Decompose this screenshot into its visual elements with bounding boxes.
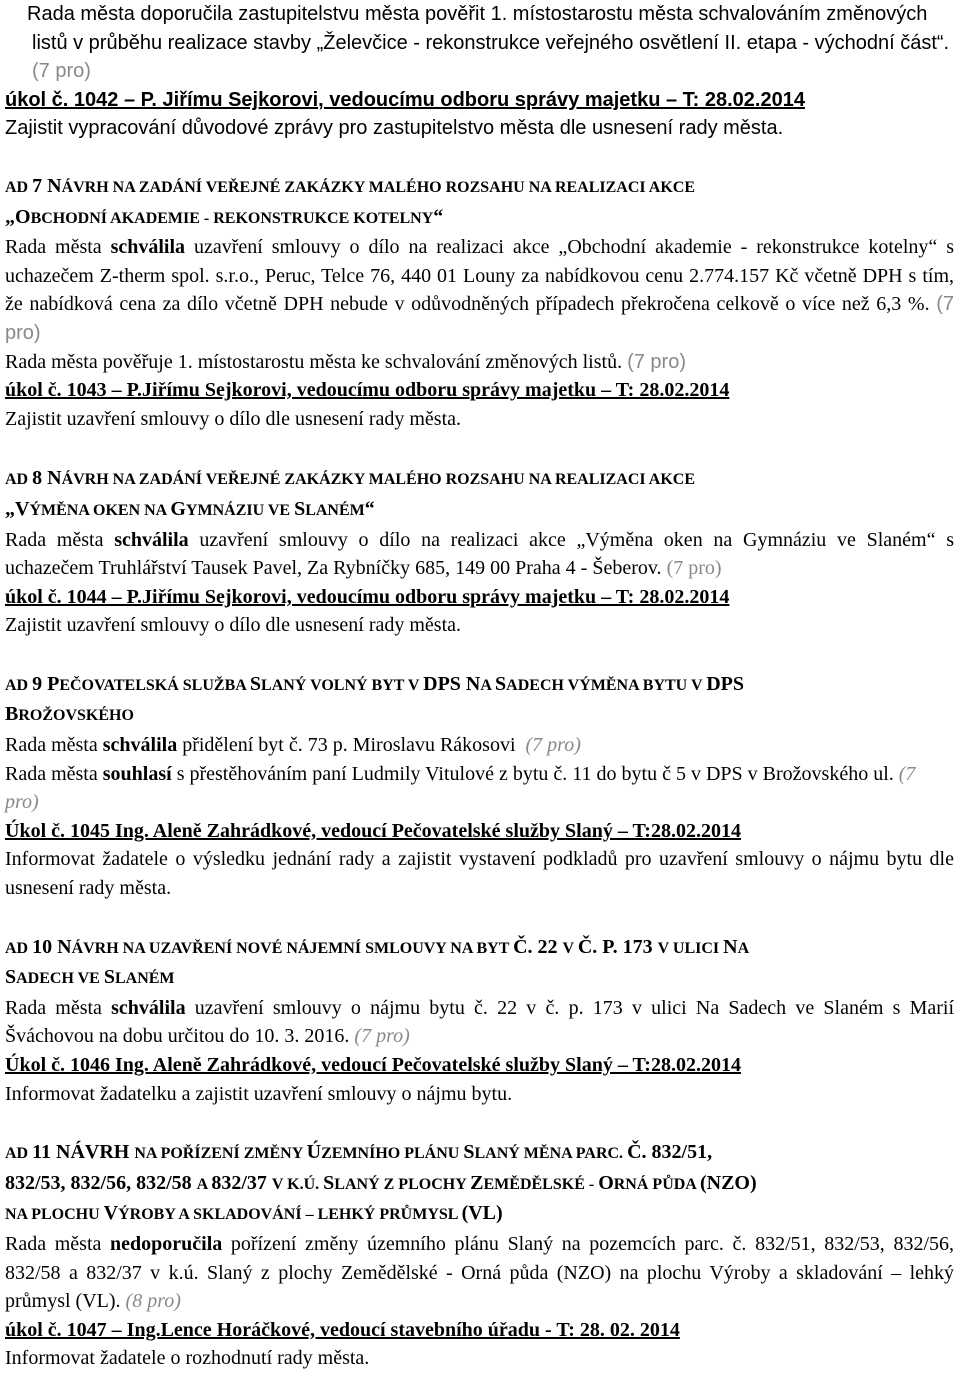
ad7-resolution: Rada města schválila uzavření smlouvy o dílo na realizaci akce „Obchodní akademie - rekonstrukce kotelny“ s uchazečem Z-therm spol. s.r.o., Peruc, Telce 76, 440 01 Louny za nabídkovou cenu 2.774.157 Kč včetně DPH s tím, že nabídková cena za dílo včetně DPH nebude v odůvodněných případech překročena celkově o více než 6,3 %. (7 pro)	[5, 236, 955, 344]
ad9-resolution-1: Rada města schválila přidělení byt č. 73 p. Miroslavu Rákosovi (7 pro)	[5, 734, 581, 757]
ad9-heading-line2: BROŽOVSKÉHO	[5, 703, 134, 726]
task-text: Informovat žadatelku a zajistit uzavření smlouvy o nájmu bytu.	[5, 1082, 513, 1105]
vote-count: (7 pro)	[627, 350, 686, 373]
task-line: úkol č. 1044 – P.Jiřímu Sejkorovi, vedoucímu odboru správy majetku – T: 28.02.2014	[5, 585, 730, 608]
task-text: Zajistit uzavření smlouvy o dílo dle usnesení rady města.	[5, 614, 462, 637]
item-text: Rada města doporučila zastupitelstvu města pověřit 1. místostarostu města schvalováním změnových listů v průběhu realizace stavby „Želevčice - rekonstrukce veřejného osvětlení II. etapa - východní část“.	[27, 3, 950, 54]
task-text: Informovat žadatele o rozhodnutí rady města.	[5, 1347, 370, 1370]
ad11-resolution: Rada města nedoporučila pořízení změny územního plánu Slaný na pozemcích parc. č. 832/51, 832/53, 832/56, 832/58 a 832/37 v k.ú. Slaný z plochy Zemědělské - Orná půda (NZO) na plochu Výroby a skladování – lehký průmysl (VL). (8 pro)	[5, 1232, 955, 1313]
item-number	[5, 0, 27, 29]
task-text: Informovat žadatele o výsledku jednání rady a zajistit vystavení podkladů pro uzavření smlouvy o nájmu bytu dle usnesení rady města.	[5, 848, 954, 900]
vote-count: (7 pro)	[525, 734, 581, 757]
ad11-heading: AD 11 NÁVRH NA POŘÍZENÍ ZMĚNY ÚZEMNÍHO PLÁNU SLANÝ MĚNA PARC. Č. 832/51,	[5, 1141, 713, 1164]
ad10-resolution: Rada města schválila uzavření smlouvy o nájmu bytu č. 22 v č. p. 173 v ulici Na Sadech ve Slaném s Marií Šváchovou na dobu určitou do 10. 3. 2016. (7 pro)	[5, 996, 955, 1048]
task-text: Zajistit vypracování důvodové zprávy pro zastupitelstvo města dle usnesení rady města.	[5, 117, 784, 140]
vote-count: (7 pro)	[666, 557, 722, 580]
ad9-heading: AD 9 PEČOVATELSKÁ SLUŽBA SLANÝ VOLNÝ BYT V DPS NA SADECH VÝMĚNA BYTU V DPS	[5, 672, 744, 695]
task-line: úkol č. 1043 – P.Jiřímu Sejkorovi, vedoucímu odboru správy majetku – T: 28.02.2014	[5, 379, 730, 402]
item-2	[5, 0, 954, 86]
vote-count: (8 pro)	[125, 1290, 181, 1313]
task-line: Úkol č. 1046 Ing. Aleně Zahrádkové, vedoucí Pečovatelské služby Slaný – T:28.02.2014	[5, 1054, 741, 1076]
ad7-heading: AD 7 NÁVRH NA ZADÁNÍ VEŘEJNÉ ZAKÁZKY MALÉHO ROZSAHU NA REALIZACI AKCE	[5, 174, 695, 197]
ad7-resolution-2: Rada města pověřuje 1. místostarostu města ke schvalování změnových listů. (7 pro)	[5, 350, 686, 373]
vote-count: (7 pro)	[5, 762, 916, 814]
task-line: úkol č. 1042 – P. Jiřímu Sejkorovi, vedoucímu odboru správy majetku – T: 28.02.2014	[5, 88, 805, 111]
ad11-heading-line2: 832/53, 832/56, 832/58 A 832/37 V K.Ú. SLANÝ Z PLOCHY ZEMĚDĚLSKÉ - ORNÁ PŮDA (NZO)	[5, 1171, 757, 1194]
ad10-heading: AD 10 NÁVRH NA UZAVŘENÍ NOVÉ NÁJEMNÍ SMLOUVY NA BYT Č. 22 V Č. P. 173 V ULICI NA	[5, 935, 750, 958]
vote-count: (7 pro)	[32, 60, 91, 83]
vote-count: (7 pro)	[354, 1025, 410, 1048]
task-line: Úkol č. 1045 Ing. Aleně Zahrádkové, vedoucí Pečovatelské služby Slaný – T:28.02.2014	[5, 819, 741, 842]
ad8-heading: AD 8 NÁVRH NA ZADÁNÍ VEŘEJNÉ ZAKÁZKY MALÉHO ROZSAHU NA REALIZACI AKCE	[5, 467, 695, 490]
ad7-heading-line2: „OBCHODNÍ AKADEMIE - REKONSTRUKCE KOTELNY“	[5, 205, 444, 228]
ad8-heading-line2: „VÝMĚNA OKEN NA GYMNÁZIU VE SLANÉM“	[5, 497, 375, 520]
vote-count: (7 pro)	[5, 293, 955, 344]
task-line: úkol č. 1047 – Ing.Lence Horáčkové, vedoucí stavebního úřadu - T: 28. 02. 2014	[5, 1318, 680, 1341]
ad10-heading-line2: SADECH VE SLANÉM	[5, 966, 175, 989]
ad8-resolution: Rada města schválila uzavření smlouvy o dílo na realizaci akce „Výměna oken na Gymnáziu ve Slaném“ s uchazečem Truhlářství Tausek Pavel, Za Rybníčky 685, 149 00 Praha 4 - Šeberov. (7 pro)	[5, 528, 954, 580]
ad11-heading-line3: NA PLOCHU VÝROBY A SKLADOVÁNÍ – LEHKÝ PRŮMYSL (VL)	[5, 1202, 503, 1225]
task-text: Zajistit uzavření smlouvy o dílo dle usnesení rady města.	[5, 407, 462, 430]
ad9-resolution-2: Rada města souhlasí s přestěhováním paní Ludmily Vitulové z bytu č. 11 do bytu č 5 v DPS v Brožovského ul. (7 pro)	[5, 762, 916, 814]
